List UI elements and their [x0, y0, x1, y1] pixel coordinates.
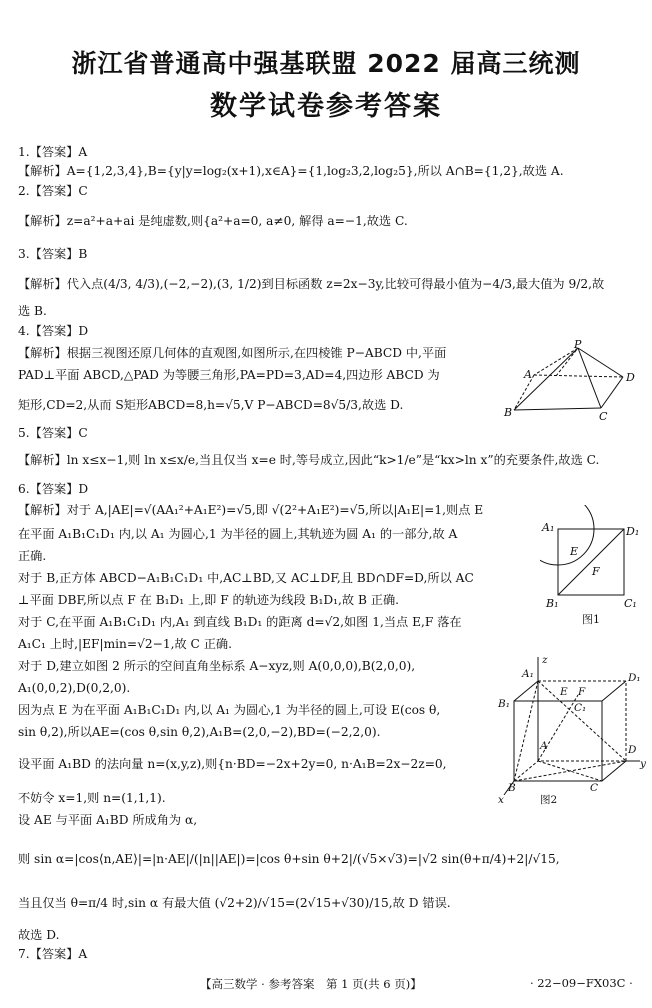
text-line-q6j15: 则 sin α=|cos⟨n,AE⟩|=|n·AE|/(|n||AE|)=|cos θ+sin θ+2|/(√5×√3)=|√2 sin(θ+π/4)+2|/√15, — [18, 852, 560, 866]
label-A: A — [524, 368, 532, 381]
label-D1-fig2: D₁ — [628, 672, 641, 684]
label-D-fig2: D — [628, 744, 637, 756]
text-line-q6j12: 设平面 A₁BD 的法向量 n=(x,y,z),则{n·BD=−2x+2y=0, n·A₁B=2x−2z=0, — [18, 757, 447, 771]
text-line-q6j13: 不妨令 x=1,则 n=(1,1,1). — [18, 791, 166, 805]
pyramid-figure — [498, 340, 648, 430]
document-title: 浙江省普通高中强基联盟 2022 届高三统测 — [71, 49, 581, 78]
text-line-q6j11: sin θ,2),所以AE=(cos θ,sin θ,2),A₁B=(2,0,−2),BD=(−2,2,0). — [18, 725, 381, 739]
text-line-q6j10: 因为点 E 为在平面 A₁B₁C₁D₁ 内,以 A₁ 为圆心,1 为半径的圆上,可设 E(cos θ, — [18, 703, 441, 717]
text-line-q7a: 7.【答案】A — [18, 947, 88, 961]
label-D: D — [626, 371, 635, 384]
text-line-q6j3: 正确. — [18, 549, 47, 563]
label-z: z — [542, 655, 548, 666]
label-A1-fig2: A₁ — [522, 668, 534, 680]
text-line-q4j1: 【解析】根据三视图还原几何体的直观图,如图所示,在四棱锥 P−ABCD 中,平面 — [18, 346, 447, 360]
label-A1: A₁ — [542, 521, 555, 534]
text-line-q6j5: ⊥平面 DBF,所以点 F 在 B₁D₁ 上,即 F 的轨迹为线段 B₁D₁,故 B 正确. — [18, 593, 400, 607]
text-line-q4j3: 矩形,CD=2,从而 S矩形ABCD=8,h=√5,V P−ABCD=8√5/3,故选 D. — [18, 398, 404, 412]
text-line-q3a: 3.【答案】B — [18, 247, 88, 261]
label-F: F — [592, 565, 600, 578]
label-F-fig2: F — [578, 686, 586, 698]
label-A-fig2: A — [540, 740, 548, 752]
figure-1 — [540, 505, 650, 630]
figure-2-caption: 图2 — [540, 794, 558, 806]
text-line-q6a: 6.【答案】D — [18, 482, 89, 496]
footer-code: · 22−09−FX03C · — [530, 976, 633, 990]
label-C1-fig2: C₁ — [574, 702, 587, 714]
text-line-q5a: 5.【答案】C — [18, 426, 88, 440]
text-line-q1a: 1.【答案】A — [18, 145, 88, 159]
text-line-q5j: 【解析】ln x≤x−1,则 ln x≤x/e,当且仅当 x=e 时,等号成立,因此“k>1/e”是“kx>ln x”的充要条件,故选 C. — [18, 453, 600, 467]
label-B1-fig2: B₁ — [498, 698, 510, 710]
text-line-q6j16: 当且仅当 θ=π/4 时,sin α 有最大值 (√2+2)/√15=(2√15+√30)/15,故 D 错误. — [18, 896, 451, 910]
text-line-q6j4: 对于 B,正方体 ABCD−A₁B₁C₁D₁ 中,AC⊥BD,又 AC⊥DF,且 BD∩DF=D,所以 AC — [18, 571, 474, 585]
label-C: C — [599, 410, 608, 423]
text-line-q6j6: 对于 C,在平面 A₁B₁C₁D₁ 内,A₁ 到直线 B₁D₁ 的距离 d=√2,如图 1,当点 E,F 落在 — [18, 615, 462, 629]
text-line-q6j14: 设 AE 与平面 A₁BD 所成角为 α, — [18, 813, 198, 827]
text-line-q2a: 2.【答案】C — [18, 184, 88, 198]
label-y: y — [640, 758, 646, 770]
label-B-fig2: B — [508, 782, 516, 794]
label-E-fig2: E — [560, 686, 568, 698]
document-subtitle: 数学试卷参考答案 — [210, 91, 442, 122]
text-line-q6j1: 【解析】对于 A,|AE|=√(AA₁²+A₁E²)=√5,即 √(2²+A₁E²)=√5,所以|A₁E|=1,则点 E — [18, 503, 484, 517]
text-line-q6j2: 在平面 A₁B₁C₁D₁ 内,以 A₁ 为圆心,1 为半径的圆上,其轨迹为圆 A₁ 的一部分,故 A — [18, 527, 458, 541]
label-E: E — [570, 545, 579, 558]
label-B1: B₁ — [546, 597, 559, 610]
footer-center: 【高三数学 · 参考答案 第 1 页(共 6 页)】 — [200, 977, 422, 991]
text-line-q4j2: PAD⊥平面 ABCD,△PAD 为等腰三角形,PA=PD=3,AD=4,四边形 ABCD 为 — [18, 368, 440, 382]
label-D1: D₁ — [626, 525, 640, 538]
label-P: P — [574, 340, 582, 351]
text-line-q1j: 【解析】A={1,2,3,4},B={y|y=log₂(x+1),x∈A}={1,log₂3,2,log₂5},所以 A∩B={1,2},故选 A. — [18, 164, 564, 178]
text-line-q6j7: A₁C₁ 上时,|EF|min=√2−1,故 C 正确. — [18, 637, 232, 651]
label-C-fig2: C — [590, 782, 599, 794]
text-line-q3j2: 选 B. — [18, 304, 47, 318]
text-line-q6j9: A₁(0,0,2),D(0,2,0). — [18, 681, 131, 695]
label-x: x — [498, 794, 504, 806]
figure-2 — [490, 655, 650, 815]
label-C1: C₁ — [624, 597, 637, 610]
figure-1-caption: 图1 — [582, 613, 600, 626]
text-line-q3j: 【解析】代入点(4/3, 4/3),(−2,−2),(3, 1/2)到目标函数 z=2x−3y,比较可得最小值为−4/3,最大值为 9/2,故 — [18, 277, 605, 291]
text-line-q6j17: 故选 D. — [18, 928, 60, 942]
text-line-q6j8: 对于 D,建立如图 2 所示的空间直角坐标系 A−xyz,则 A(0,0,0),B(2,0,0), — [18, 659, 416, 673]
text-line-q2j: 【解析】z=a²+a+ai 是纯虚数,则{a²+a=0, a≠0, 解得 a=−1,故选 C. — [18, 214, 408, 228]
text-line-q4a: 4.【答案】D — [18, 324, 89, 338]
label-B: B — [504, 406, 513, 419]
